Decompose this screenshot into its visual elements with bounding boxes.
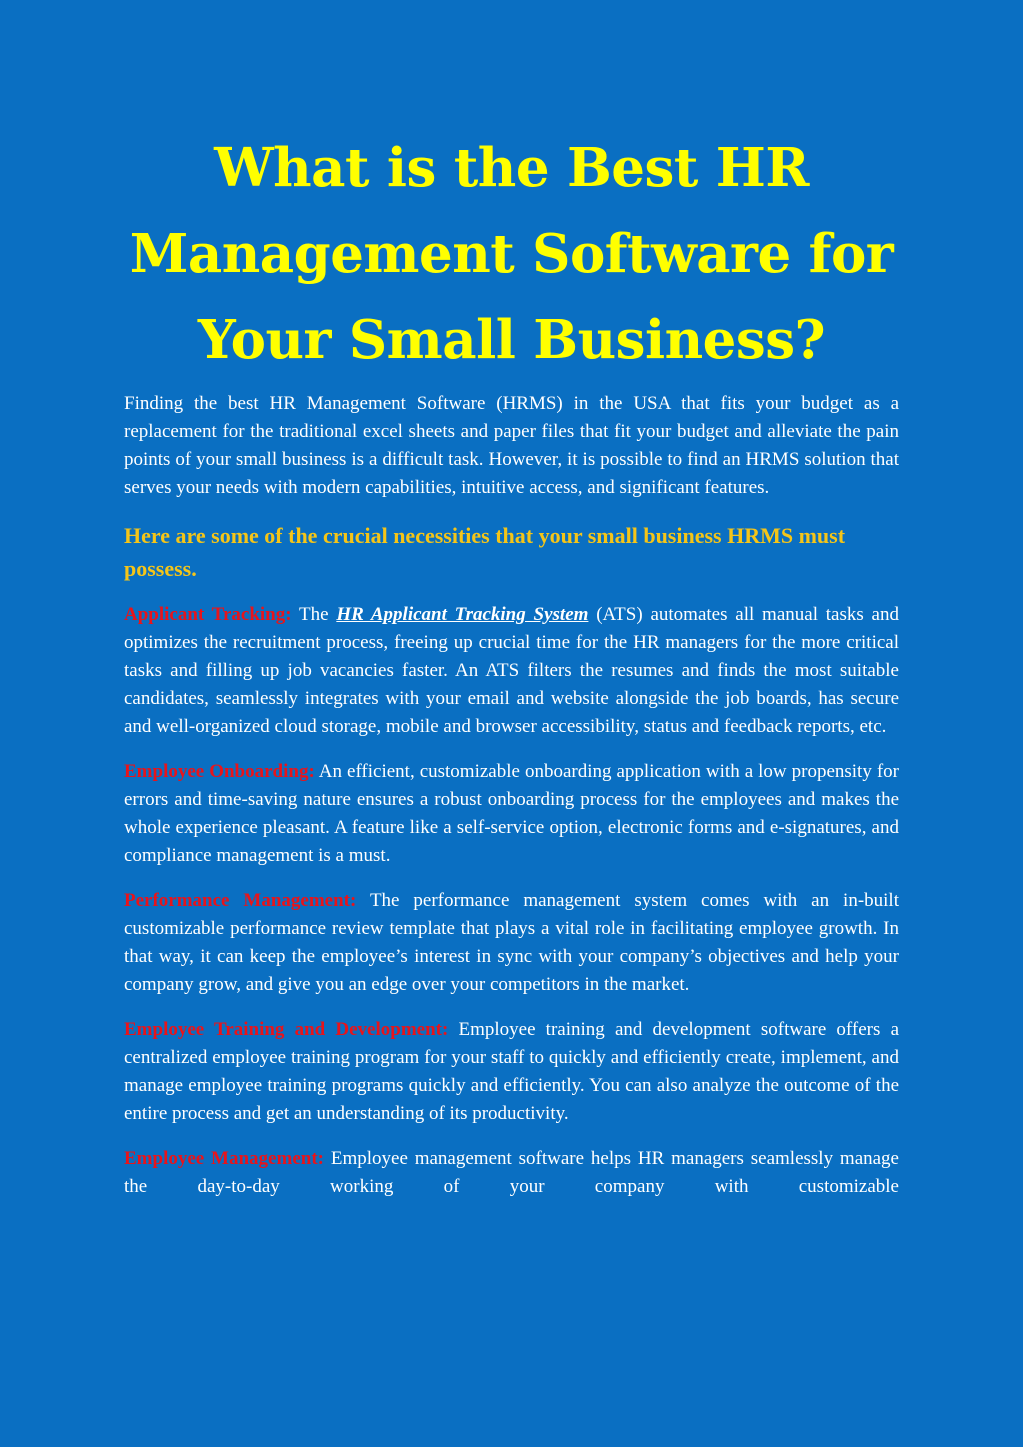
- document-title: What is the Best HR Management Software for Your Small Business?: [129, 137, 894, 371]
- employee-management-label: Employee Management:: [124, 1148, 324, 1169]
- intro-paragraph: Finding the best HR Management Software (HRMS) in the USA that fits your budget as a replacement for the traditional excel sheets and paper files that fit your budget and alleviate the pain points of your small business is a difficult task. However, it is possible to find an HRMS solution that serves your needs with modern capabilities, intuitive access, and significant features.: [124, 393, 899, 498]
- performance-management-text: The performance management system comes with an in-built customizable performance review template that plays a vital role in facilitating employee growth. In that way, it can keep the employee’s interest in sync with your company’s objectives and help your company grow, and give you an edge over your competitors in the market.: [124, 890, 899, 995]
- training-development-paragraph: [124, 1016, 899, 1128]
- employee-onboarding-label: Employee Onboarding:: [124, 761, 315, 782]
- employee-management-text: Employee management software helps HR managers seamlessly manage the day-to-day working of your company with customizable: [124, 1148, 899, 1197]
- document-body: [124, 390, 899, 1218]
- employee-onboarding-text: An efficient, customizable onboarding application with a low propensity for errors and time-saving nature ensures a robust onboarding process for the employees and makes the whole experience pleasant. A feature like a self-service option, electronic forms and e-signatures, and compliance management is a must.: [124, 761, 899, 866]
- applicant-tracking-label: Applicant Tracking:: [124, 604, 292, 625]
- performance-management-paragraph: [124, 887, 899, 999]
- training-development-label: Employee Training and Development:: [124, 1019, 449, 1040]
- applicant-tracking-text: (ATS) automates all manual tasks and optimizes the recruitment process, freeing up crucial time for the HR managers for the more critical tasks and filling up job vacancies faster. An ATS filters the resumes and finds the most suitable candidates, seamlessly integrates with your email and website alongside the job boards, has secure and well-organized cloud storage, mobile and browser accessibility, status and feedback reports, etc.: [124, 604, 899, 737]
- applicant-tracking-pre-link: The: [299, 604, 337, 625]
- employee-onboarding-paragraph: [124, 758, 899, 870]
- training-development-text: Employee training and development software offers a centralized employee training program for your staff to quickly and efficiently create, implement, and manage employee training programs quickly and efficiently. You can also analyze the outcome of the entire process and get an understanding of its productivity.: [124, 1019, 899, 1124]
- section-subheading: Here are some of the crucial necessities that your small business HRMS must possess.: [124, 523, 846, 581]
- performance-management-label: Performance Management:: [124, 890, 357, 911]
- applicant-tracking-paragraph: [124, 601, 899, 741]
- employee-management-paragraph: [124, 1145, 899, 1201]
- hr-applicant-tracking-system-link[interactable]: HR Applicant Tracking System: [336, 604, 589, 625]
